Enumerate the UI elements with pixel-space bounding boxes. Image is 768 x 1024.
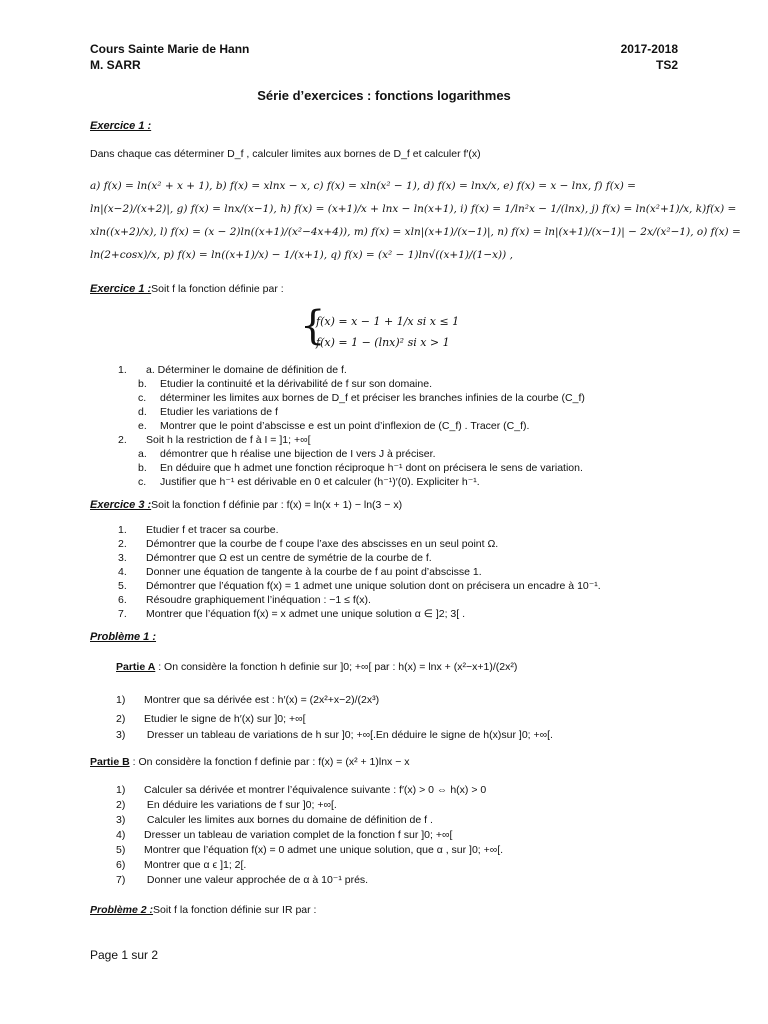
part-a-item: 3) Dresser un tableau de variations de h sur ]0; +∞[.En déduire le signe de h(x)sur ]0; +∞[.	[116, 729, 553, 741]
ex2-item: b. En déduire que h admet une fonction réciproque h⁻¹ dont on précisera le sens de variation.	[138, 462, 583, 474]
page-number: Page 1 sur 2	[90, 948, 159, 962]
ex3-item: 5. Démontrer que l’équation f(x) = 1 admet une unique solution dont on précisera un encadre à 10⁻¹.	[118, 580, 601, 592]
part-b-item: 3) Calculer les limites aux bornes du domaine de définition de f .	[116, 814, 433, 826]
ex2-item: b. Etudier la continuité et la dérivabilité de f sur son domaine.	[138, 378, 432, 390]
page-title: Série d’exercices : fonctions logarithmes	[257, 88, 511, 103]
ex2-item: e. Montrer que le point d’abscisse e est un point d’inflexion de (C_f) . Tracer (C_f).	[138, 420, 530, 432]
ex2-item: 2. Soit h la restriction de f à I = ]1; +∞[	[118, 434, 311, 446]
exercise-2-intro: Soit f la fonction définie par :	[151, 283, 284, 295]
exercise-2-heading-row	[90, 283, 284, 295]
brace-icon: {	[300, 303, 326, 349]
part-b-item: 4) Dresser un tableau de variation complet de la fonction f sur ]0; +∞[	[116, 829, 453, 841]
exercise-2-heading: Exercice 1 :	[90, 283, 152, 295]
part-a-item: 2) Etudier le signe de h′(x) sur ]0; +∞[	[116, 713, 306, 725]
exercise-1-line-2: ln|(x−2)/(x+2)|, g) f(x) = lnx/(x−1), h) f(x) = (x+1)/x + lnx − ln(x+1), i) f(x) = 1/ln²x − 1/(lnx), j) f(x) = ln(x²+1)/x, k)f(x) =	[90, 203, 737, 215]
exercise-3-heading-row	[90, 499, 402, 511]
part-a-text: : On considère la fonction h definie sur ]0; +∞[ par : h(x) = lnx + (x²−x+1)/(2x²)	[155, 661, 518, 673]
part-b-item: 2) En déduire les variations de f sur ]0; +∞[.	[116, 799, 337, 811]
ex2-item: c. Justifier que h⁻¹ est dérivable en 0 et calculer (h⁻¹)′(0). Expliciter h⁻¹.	[138, 476, 480, 488]
ex2-item: d. Etudier les variations de f	[138, 406, 278, 418]
ex3-item: 2. Démontrer que la courbe de f coupe l’axe des abscisses en un seul point Ω.	[118, 538, 499, 550]
ex3-item: 1. Etudier f et tracer sa courbe.	[118, 524, 279, 536]
ex2-item: c. déterminer les limites aux bornes de D_f et préciser les branches infinies de la courbe (C_f)	[138, 392, 585, 404]
ex3-item: 4. Donner une équation de tangente à la courbe de f au point d’abscisse 1.	[118, 566, 482, 578]
part-b-item: 6) Montrer que α ϵ ]1; 2[.	[116, 859, 247, 871]
exercise-1-line-3: xln((x+2)/x), l) f(x) = (x − 2)ln((x+1)/(x²−4x+4)), m) f(x) = xln|(x+1)/(x−1)|, n) f(x) = ln|(x+1)/(x−1)| − 2x/(x²−1), o) f(x) =	[90, 226, 741, 238]
part-a-label: Partie A	[116, 661, 156, 673]
ex3-item: 7. Montrer que l’équation f(x) = x admet une unique solution α ∈ ]2; 3[ .	[118, 608, 466, 620]
exercise-3-intro: Soit la fonction f définie par : f(x) = ln(x + 1) − ln(3 − x)	[151, 499, 403, 511]
part-b-label: Partie B	[90, 756, 130, 768]
ex2-item: a. démontrer que h réalise une bijection de I vers J à préciser.	[138, 448, 436, 460]
part-b-row	[90, 756, 410, 768]
teacher-name: M. SARR	[90, 58, 141, 72]
problem-2-row	[90, 904, 316, 916]
part-a-item: 1) Montrer que sa dérivée est : h′(x) = (2x²+x−2)/(2x³)	[116, 694, 380, 706]
school-name: Cours Sainte Marie de Hann	[90, 42, 250, 56]
ex3-item: 6. Résoudre graphiquement l’inéquation : −1 ≤ f(x).	[118, 594, 371, 606]
part-b-item: 7) Donner une valeur approchée de α à 10⁻¹ prés.	[116, 874, 369, 886]
exercise-3-heading: Exercice 3 :	[90, 499, 152, 511]
part-b-item: 1) Calculer sa dérivée et montrer l’équivalence suivante : f′(x) > 0 ⇔ h(x) > 0	[116, 784, 487, 796]
class-name: TS2	[655, 58, 678, 72]
ex2-item: 1. a. Déterminer le domaine de définition de f.	[118, 364, 347, 376]
ex3-item: 3. Démontrer que Ω est un centre de symétrie de la courbe de f.	[118, 552, 432, 564]
problem-2-intro: Soit f la fonction définie sur IR par :	[153, 904, 317, 916]
problem-1-heading: Problème 1 :	[90, 631, 157, 643]
exercise-1-line-4: ln(2+cosx)/x, p) f(x) = ln((x+1)/x) − 1/(x+1), q) f(x) = (x² − 1)ln√((x+1)/(1−x)) ,	[90, 249, 513, 261]
part-b-item: 5) Montrer que l’équation f(x) = 0 admet une unique solution, que α , sur ]0; +∞[.	[116, 844, 504, 856]
school-year: 2017-2018	[620, 42, 678, 56]
part-a-row	[116, 661, 517, 673]
exercise-1-heading: Exercice 1 :	[90, 120, 152, 132]
part-b-text: : On considère la fonction f definie par : f(x) = (x² + 1)lnx − x	[129, 756, 410, 768]
piecewise-case-2: f(x) = 1 − (lnx)² si x > 1	[316, 336, 450, 349]
problem-2-heading: Problème 2 :	[90, 904, 154, 916]
piecewise-case-1: f(x) = x − 1 + 1/x si x ≤ 1	[316, 315, 460, 328]
exercise-1-line-1: a) f(x) = ln(x² + x + 1), b) f(x) = xlnx − x, c) f(x) = xln(x² − 1), d) f(x) = lnx/x, e) f(x) = x − lnx, f) f(x) =	[90, 180, 636, 192]
exercise-1-intro: Dans chaque cas déterminer D_f , calculer limites aux bornes de D_f et calculer f′(x)	[90, 148, 481, 160]
